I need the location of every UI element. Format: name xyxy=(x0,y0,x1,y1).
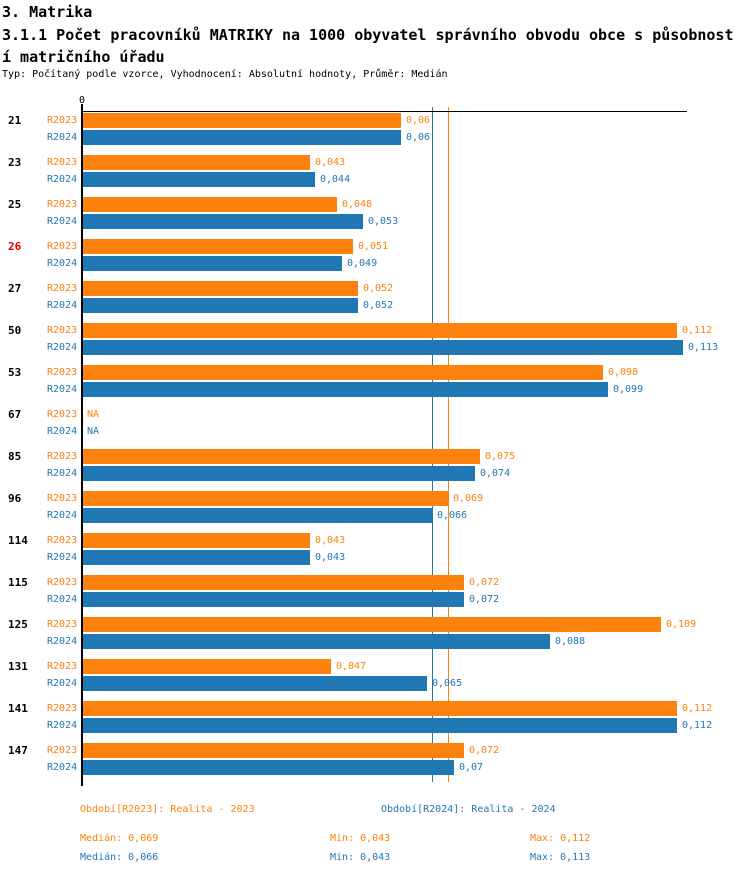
zero-tick-label: 0 xyxy=(78,95,86,106)
value-label: 0,112 xyxy=(682,720,713,731)
series-label: R2024 xyxy=(47,174,78,185)
stat-median-r2024: Medián: 0,066 xyxy=(80,852,159,863)
value-label: 0,048 xyxy=(342,199,373,210)
bar-r2024 xyxy=(83,508,432,523)
series-label: R2023 xyxy=(47,451,78,462)
value-label: 0,047 xyxy=(336,661,367,672)
bar-r2023 xyxy=(83,239,353,254)
value-label: 0,053 xyxy=(368,216,399,227)
series-label: R2024 xyxy=(47,510,78,521)
stat-max-r2024: Max: 0,113 xyxy=(530,852,591,863)
bar-r2023 xyxy=(83,281,358,296)
value-label: NA xyxy=(87,426,100,437)
stat-median-r2023: Medián: 0,069 xyxy=(80,833,159,844)
value-label: 0,074 xyxy=(480,468,511,479)
value-label: 0,098 xyxy=(608,367,639,378)
bar-r2024 xyxy=(83,256,342,271)
value-label: 0,065 xyxy=(432,678,463,689)
series-label: R2024 xyxy=(47,594,78,605)
bar-r2023 xyxy=(83,575,464,590)
series-label: R2024 xyxy=(47,132,78,143)
value-label: 0,043 xyxy=(315,157,346,168)
stat-max-r2023: Max: 0,112 xyxy=(530,833,591,844)
value-label: 0,043 xyxy=(315,552,346,563)
bar-r2023 xyxy=(83,659,331,674)
series-label: R2024 xyxy=(47,426,78,437)
value-label: 0,069 xyxy=(453,493,484,504)
bar-r2024 xyxy=(83,634,550,649)
category-label: 67 xyxy=(8,408,22,421)
bar-r2023 xyxy=(83,155,310,170)
value-label: NA xyxy=(87,409,100,420)
series-label: R2023 xyxy=(47,493,78,504)
value-label: 0,099 xyxy=(613,384,644,395)
bar-r2024 xyxy=(83,214,363,229)
category-label: 53 xyxy=(8,366,22,379)
series-label: R2023 xyxy=(47,703,78,714)
series-label: R2024 xyxy=(47,384,78,395)
series-label: R2024 xyxy=(47,552,78,563)
series-label: R2024 xyxy=(47,636,78,647)
series-label: R2024 xyxy=(47,762,78,773)
series-label: R2024 xyxy=(47,216,78,227)
bar-r2023 xyxy=(83,617,661,632)
series-label: R2023 xyxy=(47,325,78,336)
value-label: 0,109 xyxy=(666,619,697,630)
value-label: 0,113 xyxy=(688,342,719,353)
chart-meta-line: Typ: Počítaný podle vzorce, Vyhodnocení: Absolutní hodnoty, Průměr: Medián xyxy=(2,69,448,80)
bar-r2023 xyxy=(83,449,480,464)
bar-r2024 xyxy=(83,760,454,775)
value-label: 0,072 xyxy=(469,577,500,588)
stat-min-r2023: Min: 0,043 xyxy=(330,833,391,844)
value-label: 0,07 xyxy=(459,762,484,773)
page-title: 3. Matrika xyxy=(2,3,93,21)
value-label: 0,049 xyxy=(347,258,378,269)
bar-r2024 xyxy=(83,172,315,187)
bar-r2023 xyxy=(83,323,677,338)
series-label: R2024 xyxy=(47,258,78,269)
category-label: 85 xyxy=(8,450,22,463)
bar-r2023 xyxy=(83,743,464,758)
value-label: 0,088 xyxy=(555,636,586,647)
series-label: R2023 xyxy=(47,367,78,378)
series-label: R2023 xyxy=(47,661,78,672)
value-label: 0,06 xyxy=(406,132,431,143)
category-label: 115 xyxy=(8,576,28,589)
series-label: R2023 xyxy=(47,199,78,210)
value-label: 0,044 xyxy=(320,174,351,185)
value-label: 0,052 xyxy=(363,283,394,294)
series-label: R2024 xyxy=(47,300,78,311)
category-label: 27 xyxy=(8,282,22,295)
stat-min-r2024: Min: 0,043 xyxy=(330,852,391,863)
value-label: 0,112 xyxy=(682,703,713,714)
category-label: 131 xyxy=(8,660,28,673)
category-label: 21 xyxy=(8,114,22,127)
category-label: 141 xyxy=(8,702,28,715)
value-label: 0,066 xyxy=(437,510,468,521)
category-label: 26 xyxy=(8,240,22,253)
bar-r2023 xyxy=(83,197,337,212)
value-label: 0,112 xyxy=(682,325,713,336)
value-label: 0,075 xyxy=(485,451,516,462)
series-label: R2023 xyxy=(47,115,78,126)
value-label: 0,051 xyxy=(358,241,389,252)
value-label: 0,06 xyxy=(406,115,431,126)
series-label: R2023 xyxy=(47,157,78,168)
bar-r2023 xyxy=(83,491,448,506)
series-label: R2023 xyxy=(47,283,78,294)
value-label: 0,072 xyxy=(469,594,500,605)
category-label: 96 xyxy=(8,492,22,505)
series-label: R2023 xyxy=(47,409,78,420)
bar-r2024 xyxy=(83,130,401,145)
bar-r2024 xyxy=(83,466,475,481)
bar-r2024 xyxy=(83,550,310,565)
bar-r2024 xyxy=(83,592,464,607)
value-label: 0,072 xyxy=(469,745,500,756)
chart-subtitle-line1: 3.1.1 Počet pracovníků MATRIKY na 1000 obyvatel správního obvodu obce s působnost xyxy=(2,26,734,44)
series-label: R2023 xyxy=(47,745,78,756)
bar-r2024 xyxy=(83,718,677,733)
category-label: 25 xyxy=(8,198,22,211)
series-label: R2023 xyxy=(47,241,78,252)
category-label: 50 xyxy=(8,324,22,337)
bar-r2024 xyxy=(83,676,427,691)
category-label: 125 xyxy=(8,618,28,631)
category-label: 23 xyxy=(8,156,22,169)
legend-r2023: Období[R2023]: Realita - 2023 xyxy=(80,804,255,815)
x-axis-line xyxy=(81,111,687,112)
chart-subtitle-line2: í matričního úřadu xyxy=(2,48,165,66)
value-label: 0,043 xyxy=(315,535,346,546)
series-label: R2024 xyxy=(47,720,78,731)
legend-r2024: Období[R2024]: Realita - 2024 xyxy=(381,804,556,815)
bar-r2023 xyxy=(83,113,401,128)
bar-r2024 xyxy=(83,340,683,355)
series-label: R2024 xyxy=(47,342,78,353)
bar-r2023 xyxy=(83,701,677,716)
bar-r2023 xyxy=(83,533,310,548)
value-label: 0,052 xyxy=(363,300,394,311)
series-label: R2024 xyxy=(47,678,78,689)
series-label: R2023 xyxy=(47,577,78,588)
bar-r2024 xyxy=(83,298,358,313)
series-label: R2023 xyxy=(47,535,78,546)
series-label: R2024 xyxy=(47,468,78,479)
category-label: 147 xyxy=(8,744,28,757)
bar-r2024 xyxy=(83,382,608,397)
category-label: 114 xyxy=(8,534,28,547)
bar-r2023 xyxy=(83,365,603,380)
series-label: R2023 xyxy=(47,619,78,630)
